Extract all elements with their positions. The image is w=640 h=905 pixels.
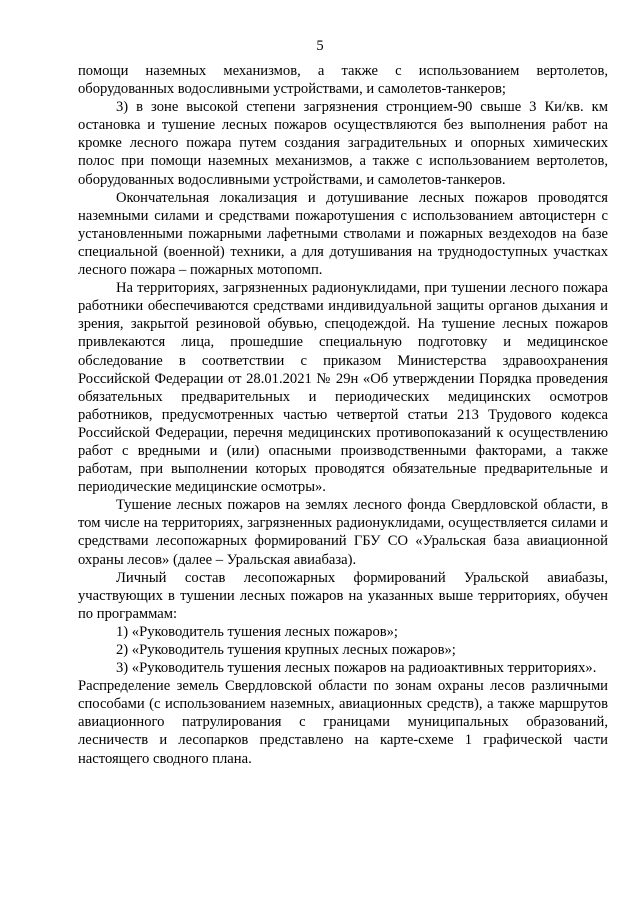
paragraph-zone-3: 3) в зоне высокой степени загрязнения стронцием-90 свыше 3 Ки/кв. км остановка и тушение лесных пожаров осуществляются без выполнения работ на кромке лесного пожара путем создания заградительных и опорных химических полос при помощи наземных механизмов, а также с использованием вертолетов, оборудованных водосливными устройствами, и самолетов-танкеров. [78,99,608,188]
list-item-program-3: 3) «Руководитель тушения лесных пожаров на радиоактивных территориях». [116,660,597,677]
paragraph-final-localization: Окончательная локализация и дотушивание лесных пожаров проводятся наземными силами и средствами пожаротушения с использованием автоцистерн с установленными пожарными лафетными стволами и пожарных вездеходов на базе специальной (военной) техники, а для дотушивания на труднодоступных участках лесного пожара – пожарных мотопомп. [78,189,608,279]
paragraph-forest-fund: Тушение лесных пожаров на землях лесного фонда Свердловской области, в том числе на территориях, загрязненных радионуклидами, осуществляется силами и средствами лесопожарных формирований ГБУ СО «Уральская база авиационной охраны лесов» (далее – Уральская авиабаза). [78,497,608,568]
paragraph-personnel: Личный состав лесопожарных формирований Уральской авиабазы, участвующих в тушении лесных пожаров на указанных выше территориях, обучен по программам: [78,569,608,622]
list-item-program-2: 2) «Руководитель тушения крупных лесных пожаров»; [116,642,456,658]
list-item-program-1: 1) «Руководитель тушения лесных пожаров»; [116,623,398,640]
document-body [78,62,608,768]
paragraph-continuation: помощи наземных механизмов, а также с использованием вертолетов, оборудованных водосливными устройствами, и самолетов-танкеров; [78,63,608,98]
page-number: 5 [316,38,324,54]
paragraph-radionuclide-territories: На территориях, загрязненных радионуклидами, при тушении лесного пожара работники обеспечиваются средствами индивидуальной защиты органов дыхания и зрения, закрытой резиновой обувью, спецодеждой. На тушение лесных пожаров привлекаются лица, прошедшие специальную подготовку и медицинское обследование в соответствии с приказом Министерства здравоохранения Российской Федерации от 28.01.2021 № 29н «Об утверждении Порядка проведения обязательных предварительных и периодических медицинских осмотров работников, предусмотренных частью четвертой статьи 213 Трудового кодекса Российской Федерации, перечня медицинских противопоказаний к осуществлению работ с вредными и (или) опасными производственными факторами, а также работам, при выполнении которых проводятся обязательные предварительные и периодические медицинские осмотры». [78,280,608,496]
paragraph-land-distribution: Распределение земель Свердловской области по зонам охраны лесов различными способами (с использованием наземных, авиационных средств), а также маршрутов авиационного патрулирования с границами муниципальных образований, лесничеств и лесопарков представлено на карте-схеме 1 графической части настоящего сводного плана. [78,678,608,767]
